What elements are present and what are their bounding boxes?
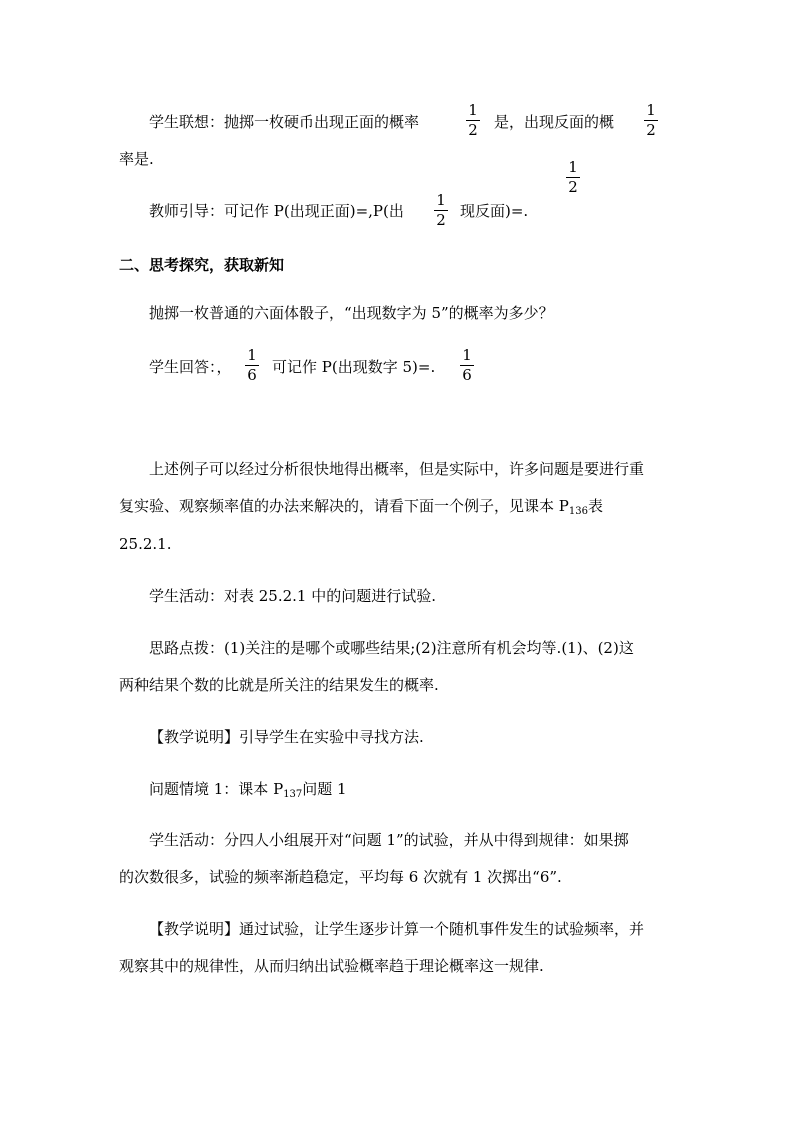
para-group-activity-line2: 的次数很多，试验的频率渐趋稳定，平均每 6 次就有 1 次掷出“6”. [119,868,562,886]
page-subscript: 137 [283,789,303,800]
text: 问题情境 1：课本 P [149,780,284,798]
section-heading: 二、思考探究，获取新知 [119,256,285,274]
numerator: 1 [468,101,478,119]
text: 学生回答：， [149,358,232,376]
text: 率是. [119,150,154,168]
numerator: 1 [568,158,578,176]
para-hint-line1: 思路点拨：(1)关注的是哪个或哪些结果;(2)注意所有机会均等.(1)、(2)这 [149,639,634,657]
para-hint-line2: 两种结果个数的比就是所关注的结果发生的概率. [119,676,439,694]
para-student-association-cont [494,111,614,133]
para-student-association [149,111,419,133]
text: 学生联想：抛掷一枚硬币出现正面的概率 [149,113,420,131]
para-dice-question: 抛掷一枚普通的六面体骰子，“出现数字为 5”的概率为多少？ [149,304,554,322]
denominator: 2 [568,178,578,196]
numerator: 1 [646,101,656,119]
para-teacher-guide [149,200,404,222]
para-student-answer [149,356,232,378]
denominator: 6 [247,366,257,384]
para-student-activity: 学生活动：对表 25.2.1 中的问题进行试验. [149,587,437,605]
para-teaching-note-2-line1: 【教学说明】通过试验，让学生逐步计算一个随机事件发生的试验频率，并 [149,920,645,938]
para-teaching-note-2-line2: 观察其中的规律性，从而归纳出试验概率趋于理论概率这一规律. [119,957,544,975]
numerator: 1 [436,191,446,209]
para-group-activity-line1: 学生活动：分四人小组展开对“问题 1”的试验，并从中得到规律：如果掷 [149,831,629,849]
text: 可记作 P(出现数字 5)=. [272,358,436,376]
text: 复实验、观察频率值的办法来解决的，请看下面一个例子，见课本 P [119,497,569,515]
text: 是，出现反面的概 [494,113,615,131]
denominator: 2 [646,121,656,139]
para-teaching-note: 【教学说明】引导学生在实验中寻找方法. [149,728,424,746]
fraction-half [644,102,658,139]
fraction-half [466,102,480,139]
fraction-half [566,159,580,196]
text: 问题 1 [302,780,347,798]
numerator: 1 [462,346,472,364]
fraction-sixth [245,347,259,384]
page-subscript: 136 [568,506,588,517]
fraction-half [434,192,448,229]
para-teacher-guide-cont [460,200,528,222]
para-example-intro-line2 [119,495,603,523]
denominator: 6 [462,366,472,384]
text: 表 [587,497,603,515]
para-example-intro-line3: 25.2.1. [119,535,172,553]
para-student-answer-cont [272,356,435,378]
denominator: 2 [468,121,478,139]
denominator: 2 [436,211,446,229]
para-student-association-line2 [119,148,154,170]
text: 现反面)=. [460,202,529,220]
para-problem-context [149,778,347,806]
text: 教师引导：可记作 P(出现正面)=,P(出 [149,202,404,220]
fraction-sixth [460,347,474,384]
numerator: 1 [247,346,257,364]
para-example-intro-line1: 上述例子可以经过分析很快地得出概率，但是实际中，许多问题是要进行重 [149,460,645,478]
